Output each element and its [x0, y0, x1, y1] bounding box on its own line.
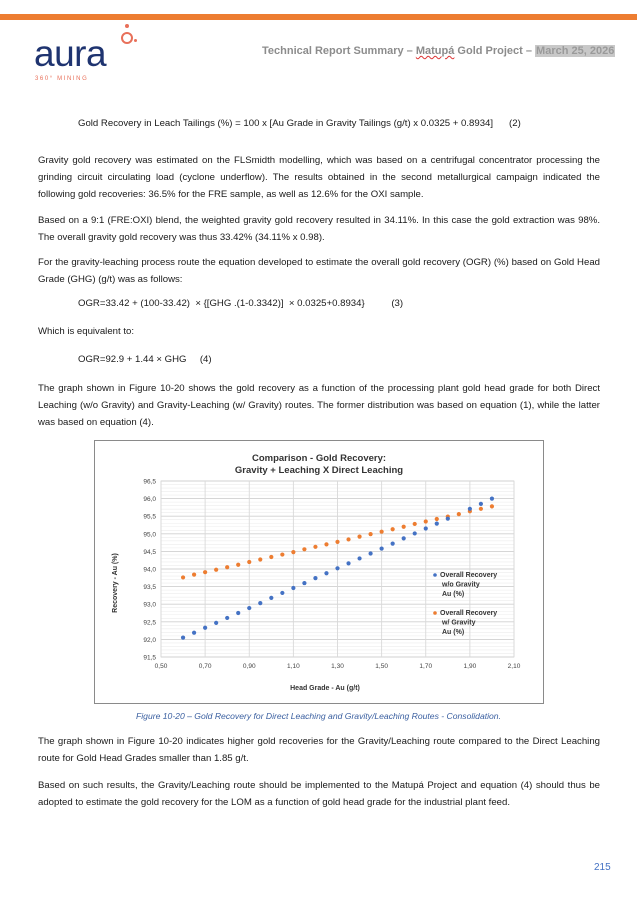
paragraph-conclusion: Based on such results, the Gravity/Leaching route should be implemented to the Matupá Project and equation (4) should thus be adopted to estimate the gold recovery for the LOM as a function of gold head grade for the industrial plant feed. — [38, 780, 600, 808]
x-axis-ticks — [155, 663, 521, 670]
equation-4: OGR=92.9 + 1.44 × GHG (4) — [78, 354, 212, 365]
svg-text:w/ Gravity: w/ Gravity — [442, 619, 476, 627]
svg-text:1,70: 1,70 — [419, 663, 433, 670]
figure-caption: Figure 10-20 – Gold Recovery for Direct Leaching and Gravity/Leaching Routes - Consolidation. — [136, 711, 501, 721]
svg-text:1,50: 1,50 — [375, 663, 388, 670]
paragraph-gravity-recovery: Gravity gold recovery was estimated on the FLSmidth modelling, which was based on a centrifugal concentrator processing the grinding circuit circulating load (cyclone underflow). The results obtained in the second metallurgical campaign indicated the following gold recoveries: 36.5% for the FRE sample, as well as 12.6% for the OXI sample. — [38, 155, 600, 200]
header-project-name: Matupá — [415, 45, 455, 57]
svg-text:1,30: 1,30 — [331, 663, 344, 670]
y-axis-ticks — [143, 479, 156, 662]
svg-text:92,5: 92,5 — [143, 619, 156, 627]
x-axis-label: Head Grade - Au (g/t) — [290, 685, 360, 692]
svg-text:95,5: 95,5 — [143, 513, 156, 521]
logo-dot-icon — [134, 39, 137, 42]
svg-text:0,50: 0,50 — [154, 663, 168, 670]
y-axis-label: Recovery - Au (%) — [112, 553, 119, 613]
svg-text:Au (%): Au (%) — [442, 629, 465, 636]
svg-text:0,90: 0,90 — [242, 663, 256, 670]
paragraph-weighted-blend: Based on a 9:1 (FRE:OXI) blend, the weighted gravity gold recovery resulted in 34.11%. In this case the gold extraction was 98%. The overall gravity gold recovery was thus 33.42% (34.11% x 0.98). — [38, 215, 600, 243]
svg-text:1,10: 1,10 — [287, 663, 300, 670]
svg-text:95,0: 95,0 — [143, 531, 156, 539]
svg-text:0,70: 0,70 — [198, 663, 212, 670]
scatter-chart — [95, 441, 543, 703]
chart-subtitle: Gravity + Leaching X Direct Leaching — [234, 465, 404, 476]
equation-2: Gold Recovery in Leach Tailings (%) = 100 x [Au Grade in Gravity Tailings (g/t) x 0.0325 + 0.8934] (2) — [78, 118, 521, 129]
paragraph-equivalent: Which is equivalent to: — [38, 326, 134, 337]
chart-title: Comparison - Gold Recovery: — [251, 453, 387, 464]
page-number: 215 — [594, 862, 611, 873]
svg-text:94,0: 94,0 — [143, 566, 156, 574]
svg-text:1,90: 1,90 — [463, 663, 477, 670]
svg-text:Overall Recovery: Overall Recovery — [440, 572, 498, 579]
figure-10-20-chart — [94, 440, 544, 704]
svg-text:2,10: 2,10 — [507, 663, 521, 670]
svg-text:91,5: 91,5 — [143, 654, 156, 662]
logo-tagline: 360° MINING — [35, 76, 89, 82]
svg-text:96,5: 96,5 — [143, 478, 156, 486]
svg-text:96,0: 96,0 — [143, 496, 156, 504]
svg-text:Au (%): Au (%) — [442, 591, 465, 598]
logo-wordmark: aura — [34, 33, 107, 74]
running-header — [262, 45, 615, 57]
aura-logo — [34, 24, 164, 84]
svg-text:93,0: 93,0 — [143, 601, 156, 609]
header-title-prefix: Technical Report Summary – — [262, 45, 416, 57]
header-date: March 25, 2026 — [536, 45, 615, 57]
logo-dot-icon — [125, 24, 129, 28]
svg-text:93,5: 93,5 — [143, 584, 156, 592]
svg-text:w/o Gravity: w/o Gravity — [442, 581, 480, 589]
paragraph-graph-description: The graph shown in Figure 10-20 shows the gold recovery as a function of the processing plant gold head grade for both Direct Leaching (w/o Gravity) and Gravity-Leaching (w/ Gravity) routes. The former distribution was based on equation (1), while the latter was based on equation (4). — [38, 383, 600, 428]
svg-text:94,5: 94,5 — [143, 548, 156, 556]
svg-text:92,0: 92,0 — [143, 636, 156, 644]
header-accent-bar — [0, 14, 637, 20]
svg-text:Overall Recovery: Overall Recovery — [440, 610, 498, 617]
header-title-middle: Gold Project – — [454, 45, 536, 57]
paragraph-ogr-intro: For the gravity-leaching process route the equation developed to estimate the overall gold recovery (OGR) (%) based on Gold Head Grade (GHG) (g/t) was as follows: — [38, 257, 600, 285]
logo-ring-icon — [121, 32, 133, 44]
equation-3: OGR=33.42 + (100-33.42) × {[GHG .(1-0.3342)] × 0.0325+0.8934} (3) — [78, 298, 404, 309]
paragraph-comparison-result: The graph shown in Figure 10-20 indicates higher gold recoveries for the Gravity/Leaching route compared to the Direct Leaching route for Gold Head Grades smaller than 1.85 g/t. — [38, 736, 600, 764]
